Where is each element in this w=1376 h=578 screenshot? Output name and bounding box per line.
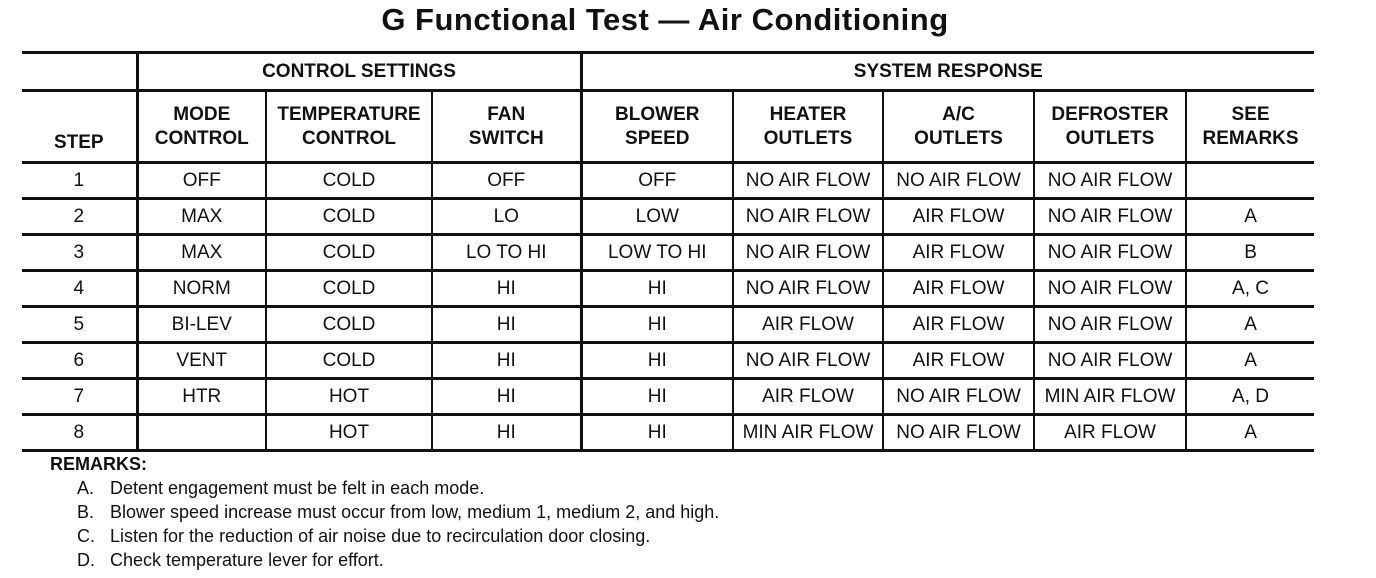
cell-mode-control: OFF bbox=[137, 163, 266, 199]
remark-text: Detent engagement must be felt in each mode. bbox=[110, 478, 485, 498]
cell-step: 8 bbox=[22, 415, 137, 451]
cell-step: 3 bbox=[22, 235, 137, 271]
header-temperature-control bbox=[266, 91, 432, 163]
remark-item-c bbox=[50, 524, 1050, 548]
cell-heater-outlets: NO AIR FLOW bbox=[733, 163, 883, 199]
remark-item-a bbox=[50, 476, 1050, 500]
cell-see-remarks: A bbox=[1186, 307, 1314, 343]
header-see-remarks-line1: SEE bbox=[1231, 103, 1270, 125]
cell-defroster-outlets: AIR FLOW bbox=[1034, 415, 1186, 451]
cell-temperature-control: COLD bbox=[266, 199, 432, 235]
cell-blower-speed: OFF bbox=[581, 163, 733, 199]
cell-defroster-outlets: NO AIR FLOW bbox=[1034, 235, 1186, 271]
cell-defroster-outlets: NO AIR FLOW bbox=[1034, 343, 1186, 379]
header-heater-outlets-line1: HEATER bbox=[769, 103, 847, 125]
cell-step: 1 bbox=[22, 163, 137, 199]
header-blower-speed-line1: BLOWER bbox=[615, 103, 700, 125]
cell-ac-outlets: NO AIR FLOW bbox=[883, 379, 1034, 415]
cell-temperature-control: COLD bbox=[266, 307, 432, 343]
cell-heater-outlets: NO AIR FLOW bbox=[733, 199, 883, 235]
group-control-settings: CONTROL SETTINGS bbox=[137, 53, 581, 91]
header-temperature-control-line1: TEMPERATURE bbox=[277, 103, 421, 125]
remarks-section bbox=[50, 452, 1050, 572]
cell-heater-outlets: NO AIR FLOW bbox=[733, 271, 883, 307]
remark-text: Listen for the reduction of air noise due to recirculation door closing. bbox=[110, 526, 651, 546]
header-mode-control-line2: CONTROL bbox=[154, 127, 249, 149]
cell-see-remarks: A bbox=[1186, 199, 1314, 235]
cell-blower-speed: HI bbox=[581, 271, 733, 307]
cell-mode-control: BI-LEV bbox=[137, 307, 266, 343]
group-system-response: SYSTEM RESPONSE bbox=[581, 53, 1314, 91]
cell-fan-switch: HI bbox=[432, 271, 581, 307]
cell-mode-control: HTR bbox=[137, 379, 266, 415]
header-fan-switch bbox=[432, 91, 581, 163]
header-fan-switch-line2: SWITCH bbox=[468, 127, 544, 149]
header-blower-speed bbox=[581, 91, 733, 163]
table-row bbox=[22, 271, 1314, 307]
cell-see-remarks: A, D bbox=[1186, 379, 1314, 415]
cell-fan-switch: HI bbox=[432, 307, 581, 343]
cell-ac-outlets: AIR FLOW bbox=[883, 235, 1034, 271]
cell-see-remarks: A bbox=[1186, 415, 1314, 451]
header-mode-control-line1: MODE bbox=[173, 103, 231, 125]
cell-heater-outlets: MIN AIR FLOW bbox=[733, 415, 883, 451]
header-ac-outlets-line2: OUTLETS bbox=[914, 127, 1003, 149]
remarks-heading: REMARKS: bbox=[50, 454, 147, 474]
cell-defroster-outlets: NO AIR FLOW bbox=[1034, 271, 1186, 307]
cell-blower-speed: LOW TO HI bbox=[581, 235, 733, 271]
group-header-row bbox=[22, 53, 1314, 91]
cell-mode-control: VENT bbox=[137, 343, 266, 379]
header-heater-outlets-line2: OUTLETS bbox=[763, 127, 853, 149]
cell-fan-switch: HI bbox=[432, 379, 581, 415]
cell-heater-outlets: NO AIR FLOW bbox=[733, 343, 883, 379]
cell-blower-speed: HI bbox=[581, 379, 733, 415]
cell-see-remarks: B bbox=[1186, 235, 1314, 271]
table-row bbox=[22, 343, 1314, 379]
table-row bbox=[22, 235, 1314, 271]
group-header-empty bbox=[22, 53, 137, 91]
cell-temperature-control: COLD bbox=[266, 235, 432, 271]
table-row bbox=[22, 415, 1314, 451]
remark-item-d bbox=[50, 548, 1050, 572]
cell-temperature-control: COLD bbox=[266, 343, 432, 379]
remark-text: Blower speed increase must occur from low, medium 1, medium 2, and high. bbox=[110, 502, 720, 522]
cell-heater-outlets: AIR FLOW bbox=[733, 307, 883, 343]
table-row bbox=[22, 163, 1314, 199]
cell-temperature-control: HOT bbox=[266, 379, 432, 415]
cell-defroster-outlets: MIN AIR FLOW bbox=[1034, 379, 1186, 415]
cell-fan-switch: LO bbox=[432, 199, 581, 235]
column-header-row bbox=[22, 91, 1314, 163]
cell-temperature-control: COLD bbox=[266, 271, 432, 307]
cell-see-remarks: A, C bbox=[1186, 271, 1314, 307]
cell-temperature-control: COLD bbox=[266, 163, 432, 199]
functional-test-table bbox=[22, 51, 1314, 452]
cell-step: 4 bbox=[22, 271, 137, 307]
remark-text: Check temperature lever for effort. bbox=[110, 550, 384, 570]
header-defroster-outlets-line1: DEFROSTER bbox=[1051, 103, 1169, 125]
cell-ac-outlets: NO AIR FLOW bbox=[883, 415, 1034, 451]
cell-ac-outlets: AIR FLOW bbox=[883, 343, 1034, 379]
cell-blower-speed: HI bbox=[581, 307, 733, 343]
page-title: G Functional Test — Air Conditioning bbox=[381, 2, 949, 37]
cell-step: 7 bbox=[22, 379, 137, 415]
header-see-remarks-line2: REMARKS bbox=[1202, 127, 1299, 149]
remark-letter: C. bbox=[77, 526, 95, 546]
table-row bbox=[22, 199, 1314, 235]
remark-letter: D. bbox=[77, 550, 95, 570]
header-blower-speed-line2: SPEED bbox=[625, 127, 690, 149]
cell-blower-speed: HI bbox=[581, 343, 733, 379]
header-step: STEP bbox=[22, 91, 137, 163]
cell-ac-outlets: AIR FLOW bbox=[883, 271, 1034, 307]
header-ac-outlets-line1: A/C bbox=[942, 103, 975, 125]
cell-step: 6 bbox=[22, 343, 137, 379]
table-row bbox=[22, 379, 1314, 415]
header-mode-control bbox=[137, 91, 266, 163]
cell-heater-outlets: NO AIR FLOW bbox=[733, 235, 883, 271]
cell-step: 5 bbox=[22, 307, 137, 343]
cell-fan-switch: LO TO HI bbox=[432, 235, 581, 271]
cell-ac-outlets: AIR FLOW bbox=[883, 307, 1034, 343]
header-fan-switch-line1: FAN bbox=[487, 103, 526, 125]
cell-see-remarks bbox=[1186, 163, 1314, 199]
header-defroster-outlets bbox=[1034, 91, 1186, 163]
header-temperature-control-line2: CONTROL bbox=[302, 127, 396, 149]
cell-blower-speed: LOW bbox=[581, 199, 733, 235]
cell-mode-control bbox=[137, 415, 266, 451]
cell-mode-control: NORM bbox=[137, 271, 266, 307]
table-row bbox=[22, 307, 1314, 343]
cell-fan-switch: HI bbox=[432, 415, 581, 451]
cell-mode-control: MAX bbox=[137, 235, 266, 271]
header-ac-outlets bbox=[883, 91, 1034, 163]
cell-fan-switch: OFF bbox=[432, 163, 581, 199]
remark-letter: A. bbox=[77, 478, 95, 498]
cell-temperature-control: HOT bbox=[266, 415, 432, 451]
cell-see-remarks: A bbox=[1186, 343, 1314, 379]
remark-letter: B. bbox=[77, 502, 95, 522]
cell-blower-speed: HI bbox=[581, 415, 733, 451]
header-defroster-outlets-line2: OUTLETS bbox=[1065, 127, 1155, 149]
cell-fan-switch: HI bbox=[432, 343, 581, 379]
cell-ac-outlets: AIR FLOW bbox=[883, 199, 1034, 235]
remark-item-b bbox=[50, 500, 1050, 524]
cell-step: 2 bbox=[22, 199, 137, 235]
header-see-remarks bbox=[1186, 91, 1314, 163]
cell-defroster-outlets: NO AIR FLOW bbox=[1034, 307, 1186, 343]
cell-defroster-outlets: NO AIR FLOW bbox=[1034, 163, 1186, 199]
cell-heater-outlets: AIR FLOW bbox=[733, 379, 883, 415]
cell-defroster-outlets: NO AIR FLOW bbox=[1034, 199, 1186, 235]
header-heater-outlets bbox=[733, 91, 883, 163]
cell-ac-outlets: NO AIR FLOW bbox=[883, 163, 1034, 199]
cell-mode-control: MAX bbox=[137, 199, 266, 235]
